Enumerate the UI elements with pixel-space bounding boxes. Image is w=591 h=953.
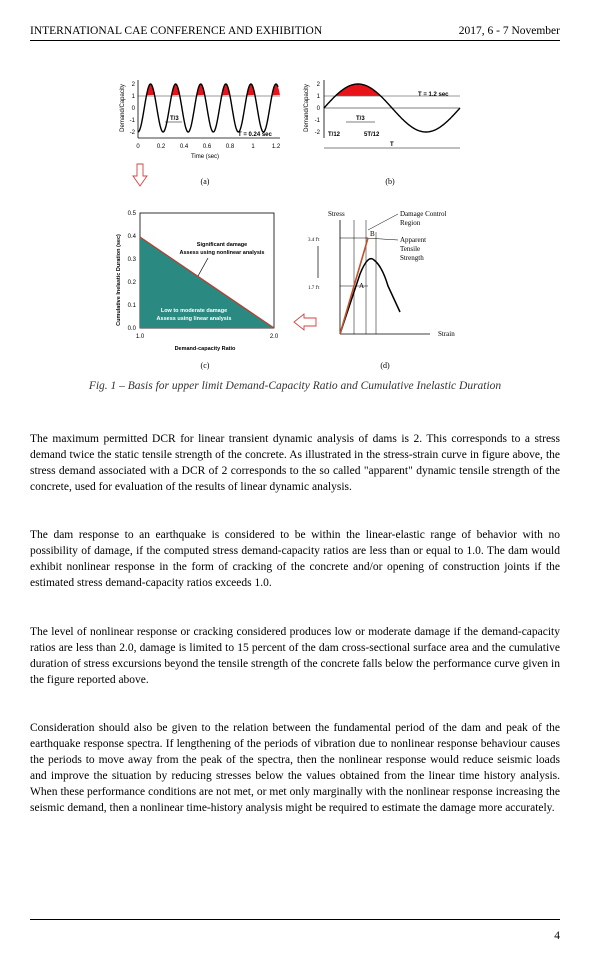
panel-c-pointer xyxy=(198,258,208,276)
panel-d-stress-label: Stress xyxy=(328,210,345,218)
panel-a-ytick: -2 xyxy=(129,130,135,136)
panel-d-damage-line2: Region xyxy=(400,219,421,227)
panel-c-ytick: 0.0 xyxy=(127,326,136,332)
panel-d-damage-line1: Damage Control xyxy=(400,210,447,218)
paragraph-damage-level: The level of nonlinear response or cracking considered produces low or moderate damage if the demand-capacity ratios are less than 2.0, damage is limited to 15 percent of the dam cross-sectional surface area and the cumulative duration of stress excursions beyond the tensile strength of the concrete falls below the performance curve given in the figure reported above. xyxy=(30,625,560,686)
panel-a-xtick: 0.6 xyxy=(202,144,212,150)
panel-a-xtick: 1 xyxy=(251,144,255,150)
conference-date: 2017, 6 - 7 November xyxy=(458,25,560,37)
panel-a-wave xyxy=(138,84,278,132)
panel-d-damage-pointer xyxy=(368,214,398,230)
footer-rule xyxy=(30,919,560,920)
panel-c-lower-sub: Assess using linear analysis xyxy=(156,316,232,322)
panel-c-xtick: 2.0 xyxy=(269,334,279,340)
panel-b-5t12-label: 5T/12 xyxy=(364,132,380,138)
panel-c-xtick: 1.0 xyxy=(135,334,145,340)
panel-a-xtick: 0 xyxy=(136,144,140,150)
panel-a-period-label: T = 0.24 sec xyxy=(238,132,272,138)
panel-c-upper-title: Significant damage xyxy=(196,242,248,248)
paragraph-dcr-limit: The maximum permitted DCR for linear transient dynamic analysis of dams is 2. This corresponds to a stress demand twice the static tensile strength of the concrete. As illustrated in the stress-strain curve in figure above, the stress demand associated with a DCR of 2 corresponds to the so called "apparent" dynamic tensile strength of the concrete, used for evaluation of the results of linear dynamic analysis. xyxy=(30,432,560,493)
panel-c-lower-title: Low to moderate damage xyxy=(160,308,228,314)
running-header xyxy=(30,25,560,41)
panel-a-exceedance-fills xyxy=(147,84,281,95)
panel-d-apparent-pointer xyxy=(366,238,398,240)
panel-b-t12-label: T/12 xyxy=(328,132,341,138)
panel-a-label: (a) xyxy=(200,177,210,186)
panel-b-t3-label: T/3 xyxy=(356,116,365,122)
panel-c-ytick: 0.1 xyxy=(127,303,136,309)
left-arrow-icon xyxy=(294,314,316,330)
figure-1-svg xyxy=(110,72,470,372)
panel-b-ytick: 0 xyxy=(316,106,320,112)
panel-d-level-low: 1.7 f't xyxy=(308,286,320,291)
panel-d-point-b: B xyxy=(370,230,375,238)
panel-d-label: (d) xyxy=(380,361,390,370)
panel-a-t3-label: T/3 xyxy=(170,116,179,122)
page-number: 4 xyxy=(554,930,560,942)
panel-a-xtick: 0.4 xyxy=(179,144,189,150)
panel-c-ytick: 0.2 xyxy=(127,280,136,286)
panel-d-apparent-line3: Strength xyxy=(400,254,424,262)
panel-b-t-label: T xyxy=(390,142,394,148)
panel-d xyxy=(308,210,455,370)
panel-a-ylabel: Demand/Capacity xyxy=(120,84,126,132)
paragraph-linear-elastic: The dam response to an earthquake is considered to be within the linear-elastic range of behavior with no possibility of damage, if the computed stress demand-capacity ratios are less than or equal to 1.0. The dam would exhibit nonlinear response in the form of cracking of the concrete and/or opening of construction joints if the estimated stress demand-capacity ratios exceeds 1.0. xyxy=(30,528,560,589)
panel-b-period-label: T = 1.2 sec xyxy=(418,92,449,98)
panel-c-ytick: 0.4 xyxy=(127,234,136,240)
panel-b-ylabel: Demand/Capacity xyxy=(304,84,310,132)
panel-d-strain-label: Strain xyxy=(438,330,455,338)
panel-a-xtick: 0.8 xyxy=(225,144,235,150)
panel-c-ytick: 0.3 xyxy=(127,257,136,263)
conference-title: INTERNATIONAL CAE CONFERENCE AND EXHIBITION xyxy=(30,25,323,37)
panel-a-ytick: 1 xyxy=(131,94,135,100)
panel-b-ytick: 2 xyxy=(316,82,320,88)
panel-b-ytick: 1 xyxy=(316,94,320,100)
panel-c-label: (c) xyxy=(200,361,210,370)
panel-d-stress-strain-curve xyxy=(340,259,400,334)
paragraph-period-consideration: Consideration should also be given to the relation between the fundamental period of the dam and peak of the earthquake response spectra. If lengthening of the periods of vibration due to nonlinear response behaviour causes the periods to move away from the peak of the spectra, then the nonlinear response would reduce seismic loads and improve the situation by reducing stresses below the values obtained from the linear time history analysis. When these performance conditions are not met, or met only marginally with the nonlinear response increasing the seismic demand, then a nonlinear time-history analysis might be required to estimate the damage more accurately. xyxy=(30,721,560,814)
panel-a-xtick: 0.2 xyxy=(156,144,166,150)
panel-d-apparent-line2: Tensile xyxy=(400,245,421,253)
panel-d-level-high: 3.4 f't xyxy=(308,238,320,243)
panel-c-ytick: 0.5 xyxy=(127,211,136,217)
panel-b-ytick: -1 xyxy=(314,118,320,124)
panel-d-apparent-line1: Apparent xyxy=(400,236,427,244)
figure-1 xyxy=(110,72,470,372)
panel-c-upper-sub: Assess using nonlinear analysis xyxy=(179,250,265,256)
panel-b-ytick: -2 xyxy=(314,130,320,136)
panel-c xyxy=(116,211,279,370)
panel-d-point-a: A xyxy=(359,282,365,290)
panel-a-ytick: 2 xyxy=(131,82,135,88)
panel-c-ylabel: Cumulative Inelastic Duration (sec) xyxy=(116,234,122,326)
down-arrow-icon xyxy=(133,164,147,186)
panel-a xyxy=(120,80,281,186)
panel-a-ytick: 0 xyxy=(131,106,135,112)
panel-b-label: (b) xyxy=(385,177,395,186)
panel-a-xlabel: Time (sec) xyxy=(190,154,220,160)
panel-b xyxy=(304,80,460,186)
panel-a-ytick: -1 xyxy=(129,118,135,124)
figure-caption: Fig. 1 – Basis for upper limit Demand-Capacity Ratio and Cumulative Inelastic Duration xyxy=(88,380,502,392)
panel-a-xtick: 1.2 xyxy=(271,144,281,150)
panel-c-xlabel: Demand-capacity Ratio xyxy=(174,346,236,352)
